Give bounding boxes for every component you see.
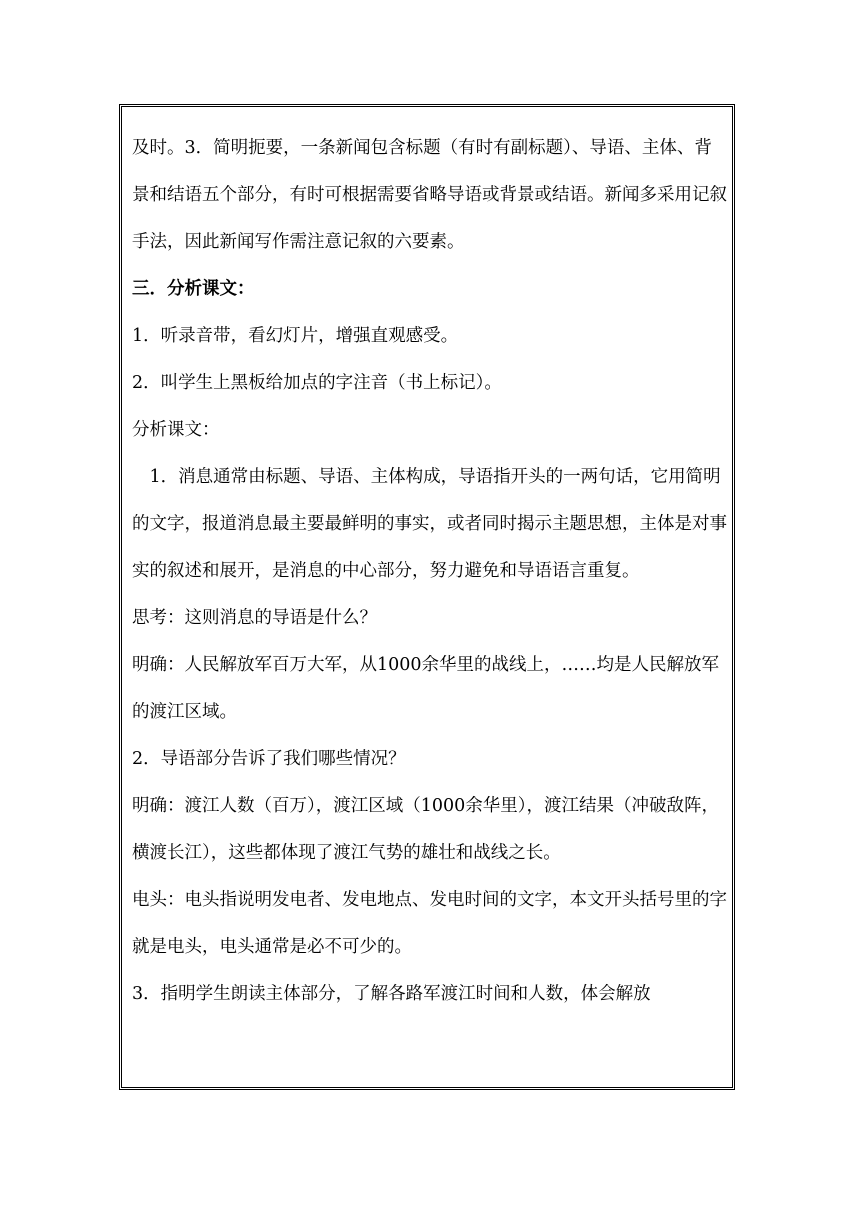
paragraph-question-lead: 思考：这则消息的导语是什么？: [132, 608, 377, 628]
section-heading-analyze-text: 三．分析课文：: [132, 279, 255, 299]
paragraph-step-phonetics: 2．叫学生上黑板给加点的字注音（书上标记）。: [132, 373, 502, 393]
paragraph-question-info: 2．导语部分告诉了我们哪些情况？: [132, 749, 406, 769]
paragraph-analyze-label: 分析课文：: [132, 420, 220, 440]
paragraph-news-structure: 1．消息通常由标题、导语、主体构成，导语指开头的一两句话，它用简明的文字，报道消息最主要最鲜明的事实，或者同时揭示主题思想，主体是对事实的叙述和展开，是消息的中心部分，努力避免和导语语言重复。: [132, 467, 727, 581]
paragraph-news-features: 及时。3．简明扼要，一条新闻包含标题（有时有副标题）、导语、主体、背景和结语五个部分，有时可根据需要省略导语或背景或结语。新闻多采用记叙手法，因此新闻写作需注意记叙的六要素。: [132, 138, 727, 252]
paragraph-answer-lead: 明确：人民解放军百万大军，从1000余华里的战线上，……均是人民解放军的渡江区域。: [132, 655, 720, 722]
paragraph-step-read-body: 3．指明学生朗读主体部分，了解各路军渡江时间和人数，体会解放: [132, 984, 651, 1004]
lesson-content: [132, 125, 728, 1018]
paragraph-answer-info: 明确：渡江人数（百万），渡江区域（1000余华里），渡江结果（冲破敌阵，横渡长江），这些都体现了渡江气势的雄壮和战线之长。: [132, 796, 720, 863]
document-table-cell: [119, 104, 735, 1090]
paragraph-step-listen: 1．听录音带，看幻灯片，增强直观感受。: [132, 326, 459, 346]
paragraph-dateline: 电头：电头指说明发电者、发电地点、发电时间的文字，本文开头括号里的字就是电头，电头通常是必不可少的。: [132, 890, 727, 957]
